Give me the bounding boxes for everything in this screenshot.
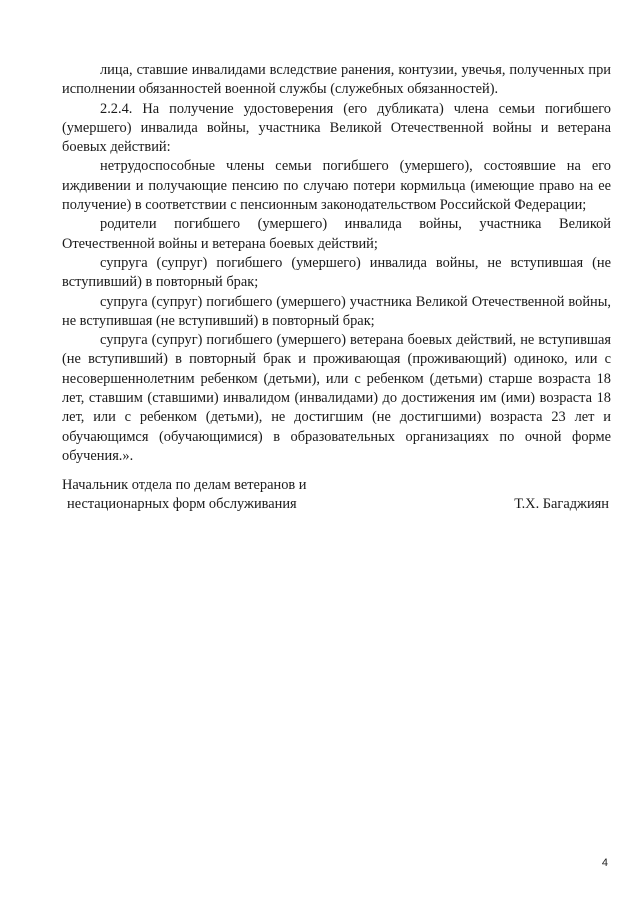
paragraph: родители погибшего (умершего) инвалида войны, участника Великой Отечественной войны и ветерана боевых действий; [62, 216, 611, 252]
document-body [62, 61, 611, 466]
paragraph: супруга (супруг) погибшего (умершего) ветерана боевых действий, не вступившая (не вступивший) в повторный брак и проживающая (проживающий) одиноко, или с несовершеннолетним ребенком (детьми), или с ребенком (детьми) старше возраста 18 лет, ставшим (ставшими) инвалидом (инвалидами) до достижения им (ими) возраста 18 лет, или с ребенком (детьми), не достигшим (не достигшими) возраста 23 лет и обучающимся (обучающимися) в образовательных организациях по очной форме обучения.». [62, 332, 611, 464]
paragraph: лица, ставшие инвалидами вследствие ранения, контузии, увечья, полученных при исполнении обязанностей военной службы (служебных обязанностей). [62, 62, 611, 98]
signatory-name: Т.Х. Багаджиян [514, 496, 609, 513]
paragraph: 2.2.4. На получение удостоверения (его дубликата) члена семьи погибшего (умершего) инвалида войны, участника Великой Отечественной войны и ветерана боевых действий: [62, 100, 611, 156]
paragraph: нетрудоспособные члены семьи погибшего (умершего), состоявшие на его иждивении и получающие пенсию по случаю потери кормильца (имеющие право на ее получение) в соответствии с пенсионным законодательством Российской Федерации; [62, 158, 611, 214]
signature-line-2 [62, 495, 611, 514]
signature-position-line-2: нестационарных форм обслуживания [67, 496, 297, 513]
paragraph: супруга (супруг) погибшего (умершего) инвалида войны, не вступившая (не вступивший) в повторный брак; [62, 254, 611, 291]
signature-position-line-1: Начальник отдела по делам ветеранов и [62, 477, 307, 493]
paragraph: супруга (супруг) погибшего (умершего) участника Великой Отечественной войны, не вступившая (не вступивший) в повторный брак; [62, 293, 611, 329]
page-number: 4 [601, 857, 608, 869]
signature-block [62, 476, 611, 515]
signature-line-1 [62, 476, 611, 495]
